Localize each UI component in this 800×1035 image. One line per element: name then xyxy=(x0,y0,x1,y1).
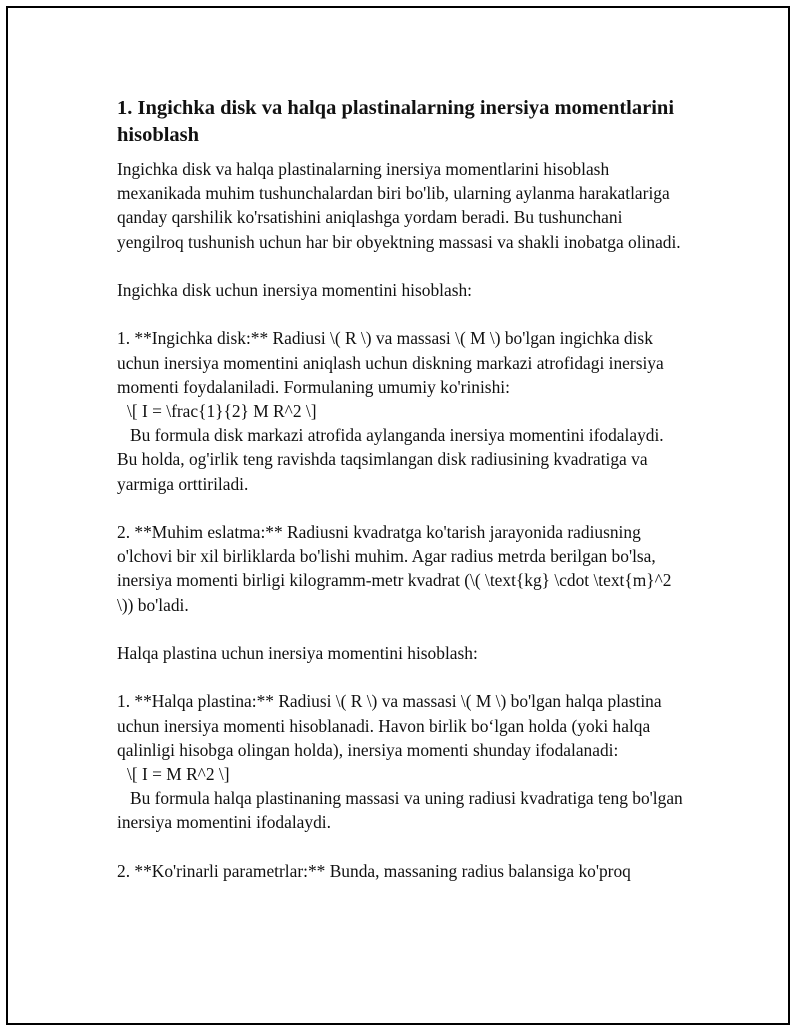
disk-point-1: 1. **Ingichka disk:** Radiusi \( R \) va massasi \( M \) bo'lgan ingichka disk uchun inersiya momentini aniqlash uchun diskning markazi atrofidagi inersiya momenti foydalaniladi. Formulaning umumiy ko'rinishi: xyxy=(117,328,669,397)
disk-heading: Ingichka disk uchun inersiya momentini hisoblash: xyxy=(117,280,473,300)
section-title: 1. Ingichka disk va halqa plastinalarning inersiya momentlarini hisoblash xyxy=(117,97,675,146)
disk-formula-explanation: Bu formula disk markazi atrofida aylanganda inersiya momentini ifodalaydi. Bu holda, og'irlik teng ravishda taqsimlangan disk radiusining kvadratiga va yarmiga orttiriladi. xyxy=(117,425,668,494)
ring-formula-explanation: Bu formula halqa plastinaning massasi va uning radiusi kvadratiga teng bo'lgan inersiya momentini ifodalaydi. xyxy=(117,788,688,833)
intro-paragraph: Ingichka disk va halqa plastinalarning inersiya momentlarini hisoblash mexanikada muhim tushunchalardan biri bo'lib, ularning aylanma harakatlariga qanday qarshilik ko'rsatishini aniqlashga yordam beradi. Bu tushunchani yengilroq tushunish uchun har bir obyektning massasi va shakli inobatga olinadi. xyxy=(117,159,681,252)
ring-formula: \[ I = M R^2 \] xyxy=(127,764,230,784)
ring-point-1: 1. **Halqa plastina:** Radiusi \( R \) va massasi \( M \) bo'lgan halqa plastina uchun inersiya momenti hisoblanadi. Havon birlik bo‘lgan holda (yoki halqa qalinligi hisobga olingan holda), inersiya momenti shunday ifodalanadi: xyxy=(117,691,666,760)
disk-formula: \[ I = \frac{1}{2} M R^2 \] xyxy=(127,401,317,421)
ring-point-2: 2. **Ko'rinarli parametrlar:** Bunda, massaning radius balansiga ko'proq xyxy=(117,860,631,881)
document-body xyxy=(117,95,687,883)
disk-point-2: 2. **Muhim eslatma:** Radiusni kvadratga ko'tarish jarayonida radiusning o'lchovi bir xil birliklarda bo'lishi muhim. Agar radius metrda berilgan bo'lsa, inersiya momenti birligi kilogramm-metr kvadrat (\( \text{kg} \cdot \text{m}^2 \)) bo'ladi. xyxy=(117,522,676,615)
ring-heading: Halqa plastina uchun inersiya momentini hisoblash: xyxy=(117,643,478,663)
